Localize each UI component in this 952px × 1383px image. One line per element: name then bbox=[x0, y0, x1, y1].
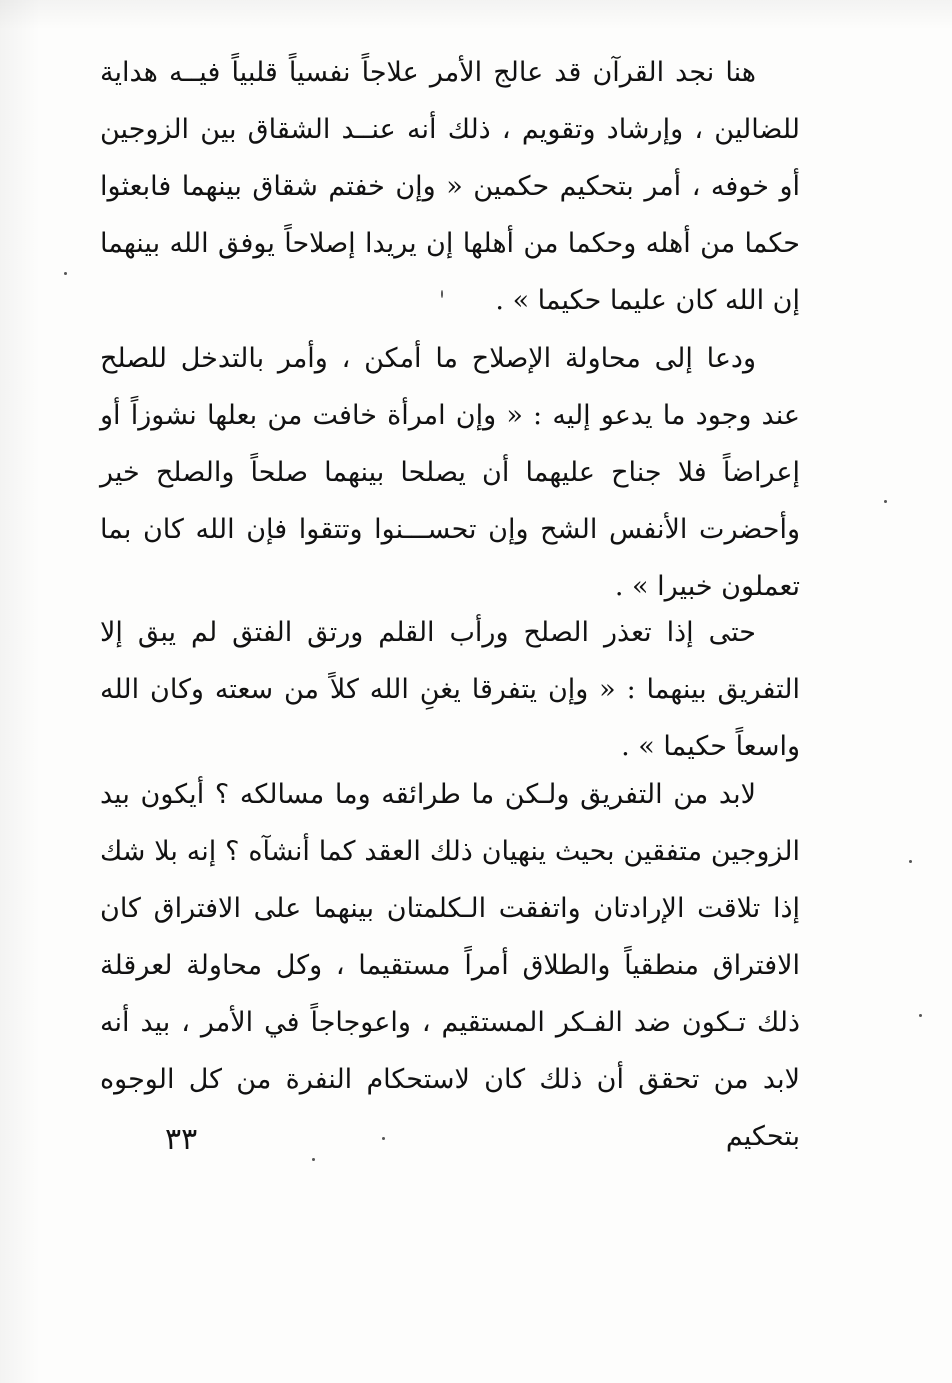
scan-speck bbox=[312, 1158, 315, 1161]
scan-speck bbox=[919, 1014, 922, 1017]
page-top-shadow bbox=[0, 0, 952, 30]
scan-speck bbox=[64, 272, 67, 275]
page-edge-shadow bbox=[0, 0, 40, 1383]
paragraph-4 bbox=[100, 766, 800, 1165]
scan-speck bbox=[382, 1137, 385, 1140]
scan-speck bbox=[441, 290, 443, 298]
paragraph-text: هنا نجد القرآن قد عالج الأمر علاجاً نفسياً قلبياً فيــه هداية للضالين ، وإرشاد وتقويم ، ذلك أنه عنــد الشقاق بين الزوجين أو خوفه ، أمر بتحكيم حكمين « وإن خفتم شقاق بينهما فابعثوا حكما من أهله وحكما من أهلها إن يريدا إصلاحاً يوفق الله بينهما إن الله كان عليما حكيما » . bbox=[100, 57, 800, 316]
paragraph-text: حتى إذا تعذر الصلح ورأب القلم ورتق الفتق لم يبق إلا التفريق بينهما : « وإن يتفرقا يغنِ الله كلاً من سعته وكان الله واسعاً حكيما » . bbox=[100, 617, 800, 762]
scan-speck bbox=[909, 860, 912, 863]
paragraph-3 bbox=[100, 604, 800, 775]
paragraph-2 bbox=[100, 330, 800, 615]
scan-speck bbox=[884, 500, 887, 503]
page-number: ٣٣ bbox=[165, 1122, 198, 1157]
paragraph-1 bbox=[100, 44, 800, 329]
paragraph-text: ودعا إلى محاولة الإصلاح ما أمكن ، وأمر بالتدخل للصلح عند وجود ما يدعو إليه : « وإن امرأة خافت من بعلها نشوزاً أو إعراضاً فلا جناح عليهما أن يصلحا بينهما صلحاً والصلح خير وأحضرت الأنفس الشح وإن تحســـنوا وتتقوا فإن الله كان بما تعملون خبيرا » . bbox=[100, 343, 800, 602]
paragraph-text: لابد من التفريق ولـكن ما طرائقه وما مسالكه ؟ أيكون بيد الزوجين متفقين بحيث ينهيان ذلك العقد كما أنشآه ؟ إنه بلا شك إذا تلاقت الإرادتان واتفقت الـكلمتان بينهما على الافتراق كان الافتراق منطقياً والطلاق أمراً مستقيما ، وكل محاولة لعرقلة ذلك تـكون ضد الفـكر المستقيم ، واعوجاجاً في الأمر ، بيد أنه لابد من تحقق أن ذلك كان لاستحكام النفرة من كل الوجوه بتحكيم bbox=[100, 779, 800, 1152]
